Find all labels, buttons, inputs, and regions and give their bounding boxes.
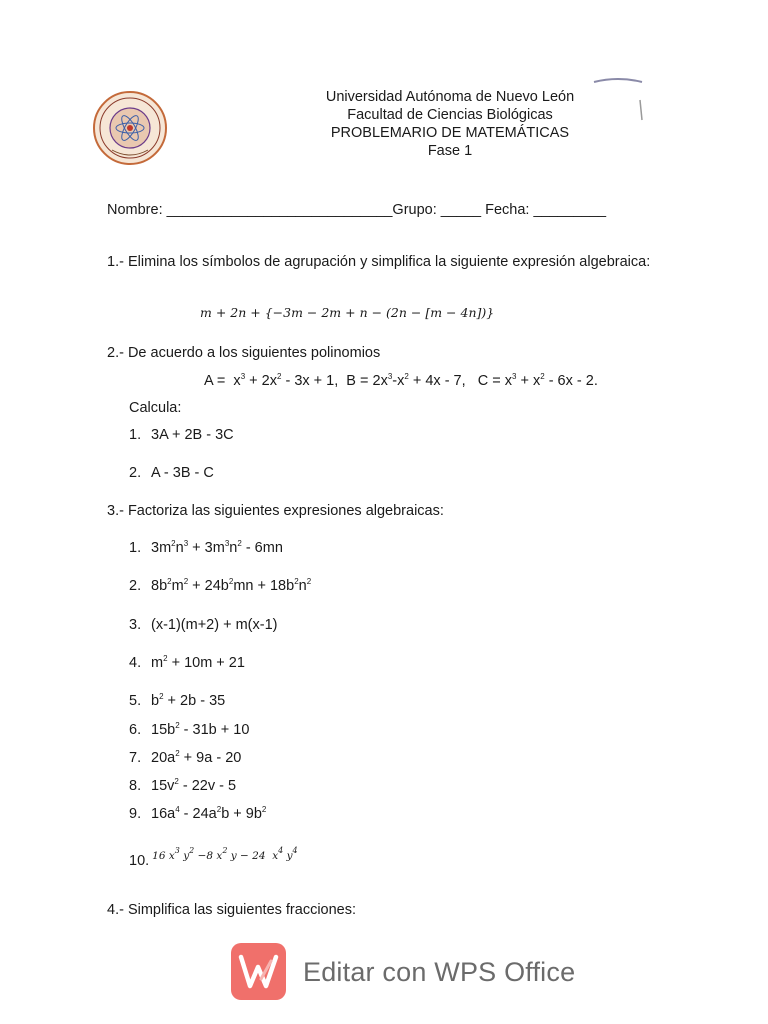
- student-info-line: Nombre: ____________________________Grupo: _____ Fecha: _________: [107, 202, 607, 218]
- list-item: 7. $20a^2 + 9a - 20$: [129, 749, 242, 766]
- wps-logo-icon[interactable]: [231, 943, 286, 1000]
- question-3-intro: 3.- Factoriza las siguientes expresiones algebraicas:: [107, 503, 444, 519]
- list-item: 2. $8b^2m^2 + 24b^2mn + 18b^2n^2$: [129, 577, 312, 594]
- list-item: 1. $3m^2n^3 + 3m^3n^2 - 6mn$: [129, 539, 283, 556]
- question-2-intro: 2.- De acuerdo a los siguientes polinomios: [107, 345, 381, 361]
- polynomials-definition: $A = x^3 + 2x^2 - 3x + 1$, $B = 2x^3-x^2 + 4x - 7$, $C = x^3 + x^2 - 6x - 2$.: [204, 372, 598, 389]
- list-item: 6. $15b^2 - 31b + 10$: [129, 721, 250, 738]
- list-item: 8. $15v^2 - 22v - 5$: [129, 777, 237, 794]
- faculty-name: Facultad de Ciencias Biológicas: [347, 107, 553, 123]
- question-4-intro: 4.- Simplifica las siguientes fracciones:: [107, 902, 357, 918]
- list-item: 2. A - 3B - C: [129, 465, 214, 481]
- question-1-expression: m + 2n + {−3m − 2m + n − (2n − [m − 4n])}: [200, 305, 495, 320]
- university-seal-logo: [92, 90, 168, 166]
- question-1-text: 1.- Elimina los símbolos de agrupación y simplifica la siguiente expresión algebraica:: [107, 254, 651, 270]
- calcula-label: Calcula:: [129, 400, 182, 416]
- document-header: [250, 88, 650, 160]
- list-item: 3. (x-1)(m+2) + m(x-1): [129, 617, 278, 633]
- list-item: 1. 3A + 2B - 3C: [129, 427, 234, 443]
- list-item: 9. $16a^4 - 24a^2b + 9b^2$: [129, 805, 267, 822]
- wps-edit-link[interactable]: Editar con WPS Office: [303, 957, 576, 987]
- list-item: 10. $^{16 x^3 y^2 -8 x^2 y - 24 x^4 y^4}$: [129, 846, 298, 869]
- document-title: PROBLEMARIO DE MATEMÁTICAS: [330, 125, 570, 141]
- phase-label: Fase 1: [427, 143, 473, 159]
- list-item: 4. $m^2 + 10m + 21$: [129, 654, 245, 671]
- list-item: 5. $b^2 + 2b - 35$: [129, 692, 226, 709]
- university-name: Universidad Autónoma de Nuevo León: [325, 89, 575, 105]
